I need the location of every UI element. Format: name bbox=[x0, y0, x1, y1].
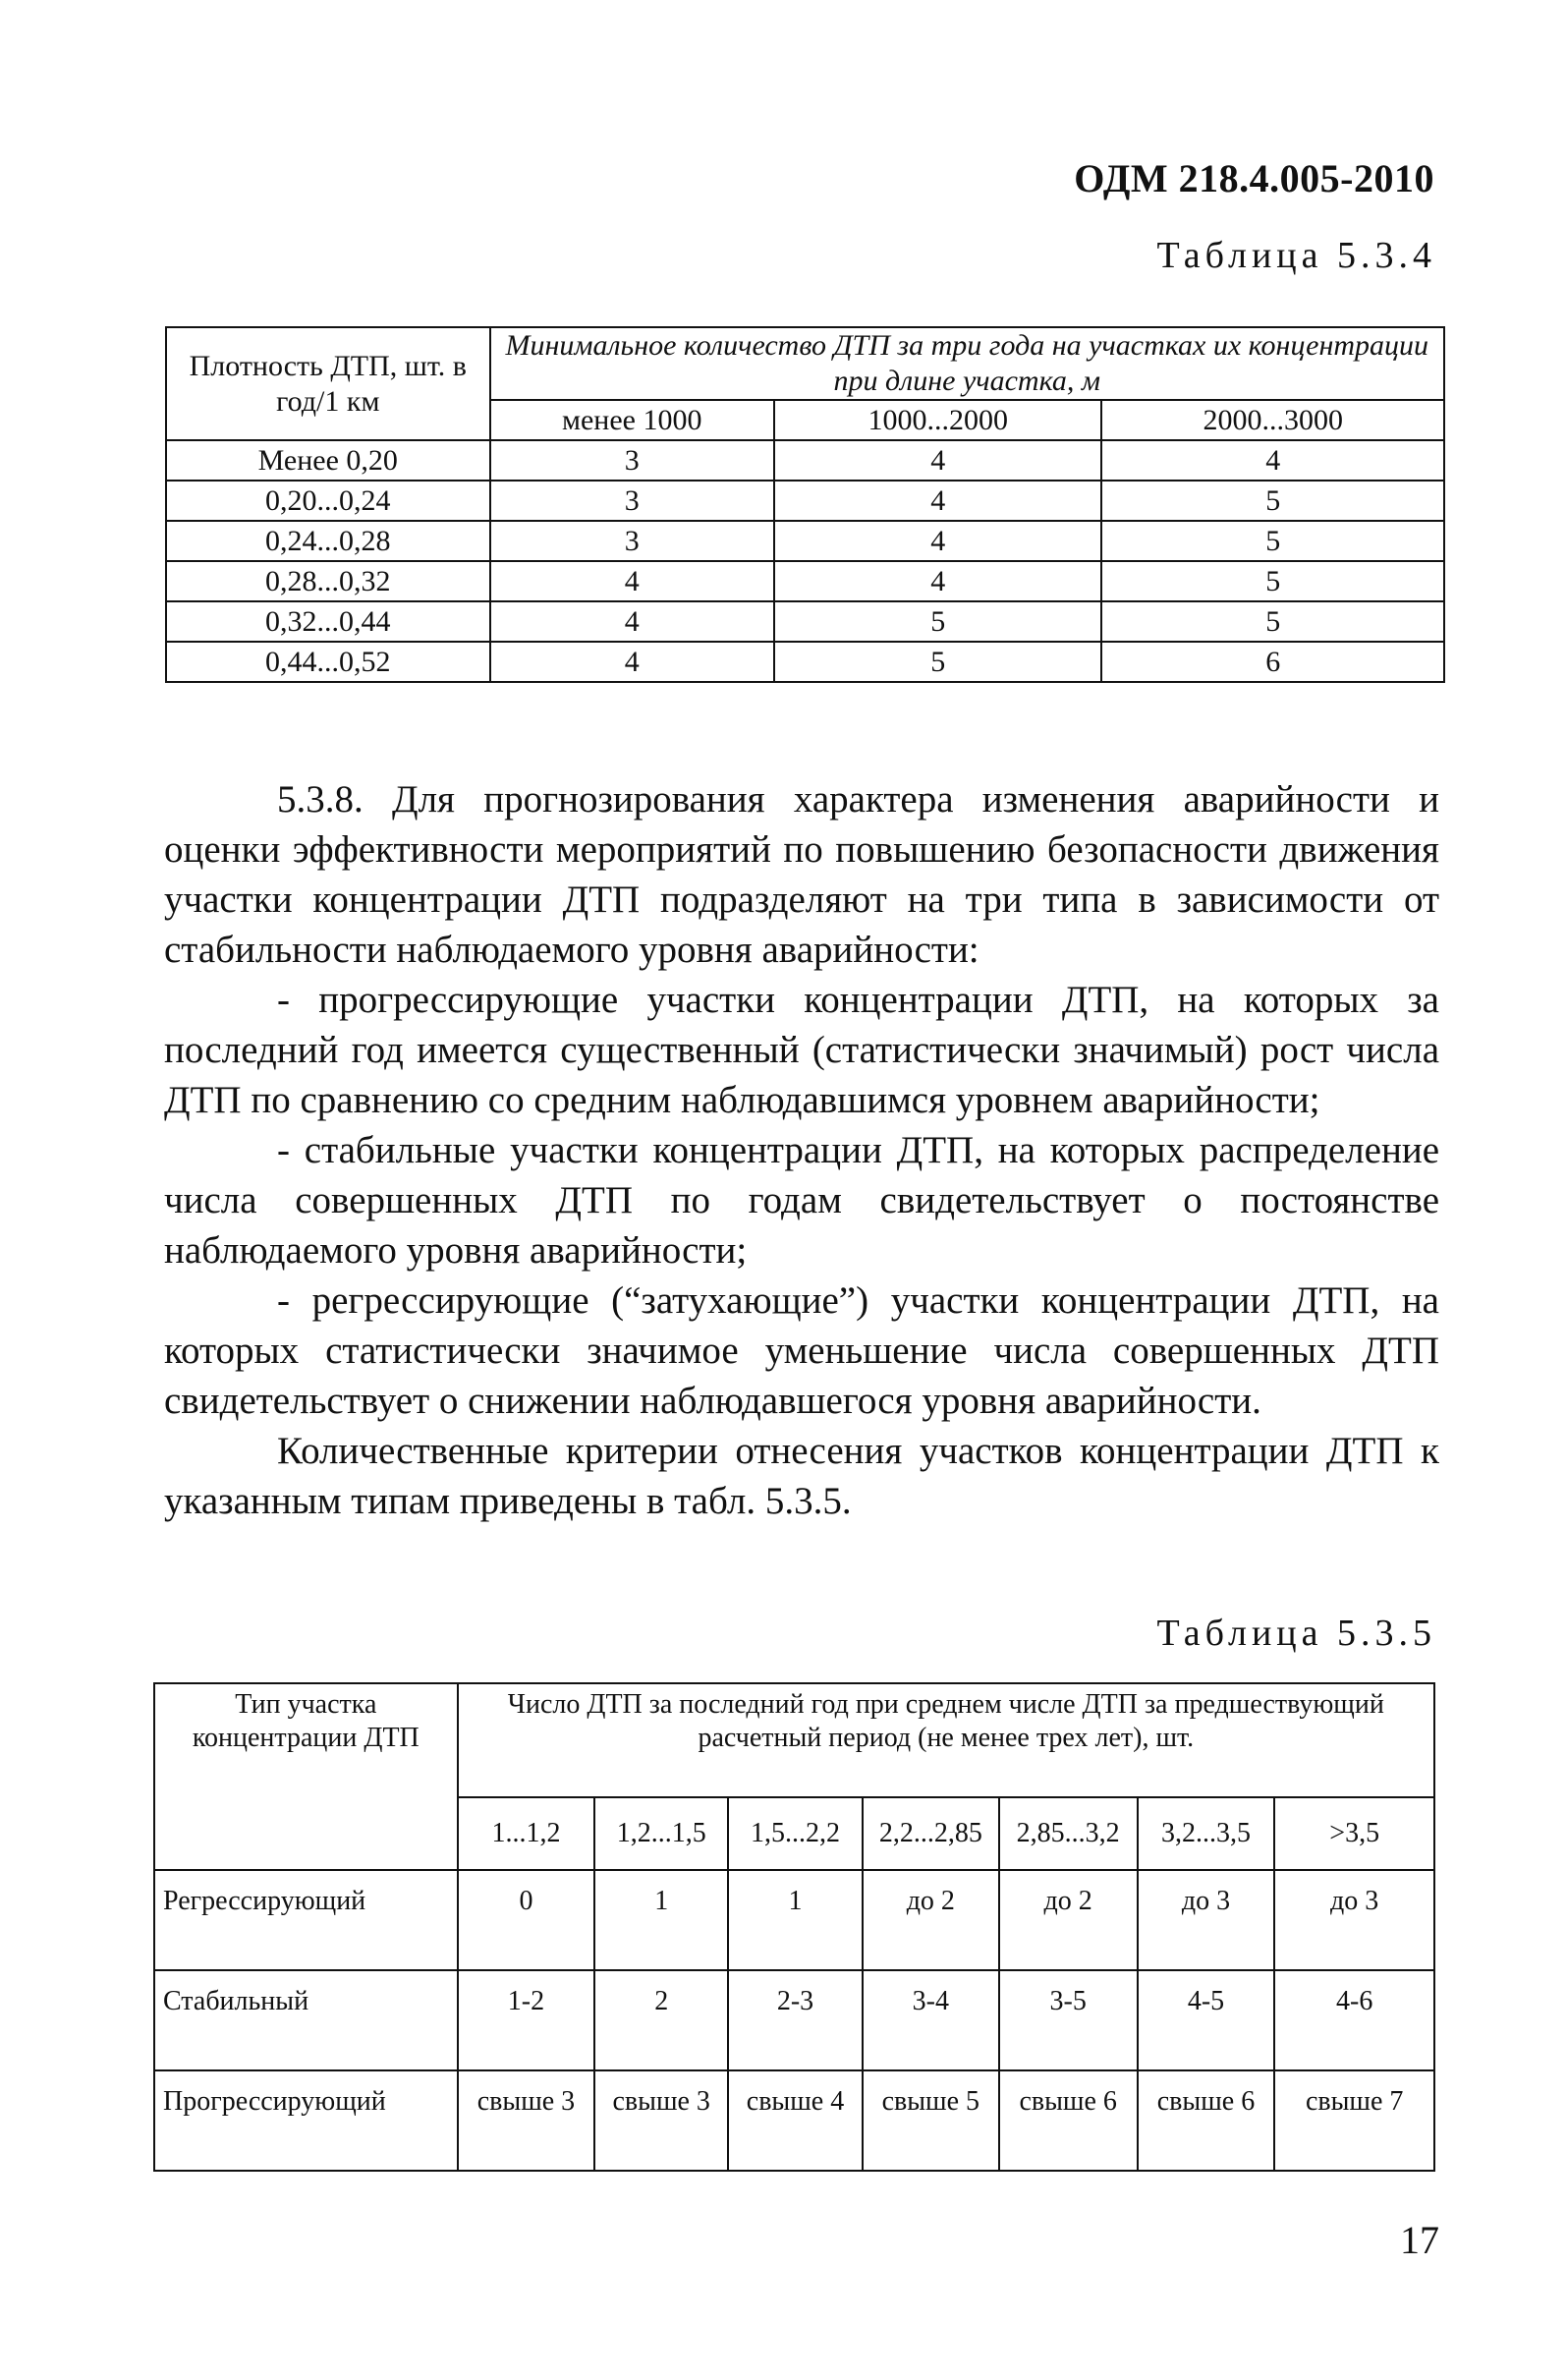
page-number: 17 bbox=[1400, 2218, 1439, 2262]
range-header: 1,5...2,2 bbox=[728, 1797, 863, 1870]
value-cell: свыше 6 bbox=[999, 2070, 1138, 2171]
value-cell: свыше 4 bbox=[728, 2070, 863, 2171]
value-cell: 0 bbox=[458, 1870, 595, 1970]
value-cell: 2-3 bbox=[728, 1970, 863, 2070]
value-cell: 1 bbox=[728, 1870, 863, 1970]
value-cell: 5 bbox=[774, 601, 1102, 642]
value-cell: 5 bbox=[1101, 561, 1444, 601]
value-cell: 4 bbox=[490, 561, 774, 601]
density-cell: 0,28...0,32 bbox=[166, 561, 490, 601]
value-cell: свыше 3 bbox=[594, 2070, 728, 2171]
table2-caption: Таблица 5.3.5 bbox=[1156, 1613, 1436, 1654]
table-row bbox=[166, 642, 1444, 682]
value-cell: 4 bbox=[774, 521, 1102, 561]
value-cell: 4-5 bbox=[1138, 1970, 1275, 2070]
range-header: 1...1,2 bbox=[458, 1797, 595, 1870]
value-cell: 3-4 bbox=[863, 1970, 999, 2070]
value-cell: 4 bbox=[774, 561, 1102, 601]
value-cell: 4 bbox=[490, 642, 774, 682]
table-row bbox=[166, 601, 1444, 642]
range-header: 1,2...1,5 bbox=[594, 1797, 728, 1870]
paragraph: 5.3.8. Для прогнозирования характера изменения аварийности и оценки эффективности мероприятий по повышению безопасности движения участки концентрации ДТП подразделяют на три типа в зависимости от стабильности наблюдаемого уровня аварийности: bbox=[164, 778, 1439, 971]
value-cell: до 2 bbox=[863, 1870, 999, 1970]
table-5-3-4 bbox=[165, 326, 1445, 683]
density-cell: 0,24...0,28 bbox=[166, 521, 490, 561]
range-header: 2,2...2,85 bbox=[863, 1797, 999, 1870]
density-cell: 0,44...0,52 bbox=[166, 642, 490, 682]
range-header: >3,5 bbox=[1274, 1797, 1434, 1870]
value-cell: 4 bbox=[490, 601, 774, 642]
value-cell: до 2 bbox=[999, 1870, 1138, 1970]
value-cell: 3 bbox=[490, 440, 774, 481]
density-cell: 0,32...0,44 bbox=[166, 601, 490, 642]
value-cell: 4-6 bbox=[1274, 1970, 1434, 2070]
value-cell: свыше 5 bbox=[863, 2070, 999, 2171]
value-cell: свыше 3 bbox=[458, 2070, 595, 2171]
value-cell: свыше 7 bbox=[1274, 2070, 1434, 2171]
value-cell: 5 bbox=[774, 642, 1102, 682]
value-cell: 3 bbox=[490, 521, 774, 561]
range-header: 2,85...3,2 bbox=[999, 1797, 1138, 1870]
value-cell: 5 bbox=[1101, 481, 1444, 521]
paragraph: Количественные критерии отнесения участков концентрации ДТП к указанным типам приведены в табл. 5.3.5. bbox=[164, 1430, 1439, 1522]
value-cell: 4 bbox=[774, 481, 1102, 521]
body-text bbox=[164, 774, 1439, 1526]
table-5-3-5 bbox=[153, 1682, 1435, 2172]
table-row bbox=[166, 440, 1444, 481]
density-cell: 0,20...0,24 bbox=[166, 481, 490, 521]
type-cell: Стабильный bbox=[154, 1970, 458, 2070]
paragraph: - стабильные участки концентрации ДТП, на которых распределение числа совершенных ДТП по годам свидетельствует о постоянстве наблюдаемого уровня аварийности; bbox=[164, 1129, 1439, 1272]
value-cell: 1 bbox=[594, 1870, 728, 1970]
density-header: Плотность ДТП, шт. в год/1 км bbox=[166, 327, 490, 440]
document-code: ОДМ 218.4.005-2010 bbox=[1074, 156, 1434, 200]
value-cell: 5 bbox=[1101, 521, 1444, 561]
type-header: Тип участка концентрации ДТП bbox=[154, 1683, 458, 1870]
paragraph: - регрессирующие (“затухающие”) участки концентрации ДТП, на которых статистически значимое уменьшение числа совершенных ДТП свидетельствует о снижении наблюдавшегося уровня аварийности. bbox=[164, 1279, 1439, 1422]
value-cell: 6 bbox=[1101, 642, 1444, 682]
value-cell: до 3 bbox=[1138, 1870, 1275, 1970]
type-cell: Регрессирующий bbox=[154, 1870, 458, 1970]
value-cell: 2 bbox=[594, 1970, 728, 2070]
value-cell: до 3 bbox=[1274, 1870, 1434, 1970]
table-row bbox=[154, 1970, 1434, 2070]
table-row bbox=[154, 2070, 1434, 2171]
paragraph: - прогрессирующие участки концентрации ДТП, на которых за последний год имеется существенный (статистически значимый) рост числа ДТП по сравнению со средним наблюдавшимся уровнем аварийности; bbox=[164, 979, 1439, 1121]
table-row bbox=[166, 481, 1444, 521]
range-header: 3,2...3,5 bbox=[1138, 1797, 1275, 1870]
table1-caption: Таблица 5.3.4 bbox=[1156, 235, 1436, 276]
value-cell: 4 bbox=[774, 440, 1102, 481]
value-cell: 1-2 bbox=[458, 1970, 595, 2070]
density-cell: Менее 0,20 bbox=[166, 440, 490, 481]
table-row bbox=[166, 561, 1444, 601]
length-subheader: 1000...2000 bbox=[774, 400, 1102, 440]
value-cell: 3 bbox=[490, 481, 774, 521]
type-cell: Прогрессирующий bbox=[154, 2070, 458, 2171]
value-cell: 5 bbox=[1101, 601, 1444, 642]
accident-count-header: Число ДТП за последний год при среднем числе ДТП за предшествующий расчетный период (не менее трех лет), шт. bbox=[458, 1683, 1434, 1797]
table-row bbox=[166, 521, 1444, 561]
table-row bbox=[154, 1870, 1434, 1970]
value-cell: 4 bbox=[1101, 440, 1444, 481]
length-subheader: 2000...3000 bbox=[1101, 400, 1444, 440]
value-cell: 3-5 bbox=[999, 1970, 1138, 2070]
length-subheader: менее 1000 bbox=[490, 400, 774, 440]
min-count-header: Минимальное количество ДТП за три года на участках их концентрации при длине участка, м bbox=[490, 327, 1444, 400]
value-cell: свыше 6 bbox=[1138, 2070, 1275, 2171]
